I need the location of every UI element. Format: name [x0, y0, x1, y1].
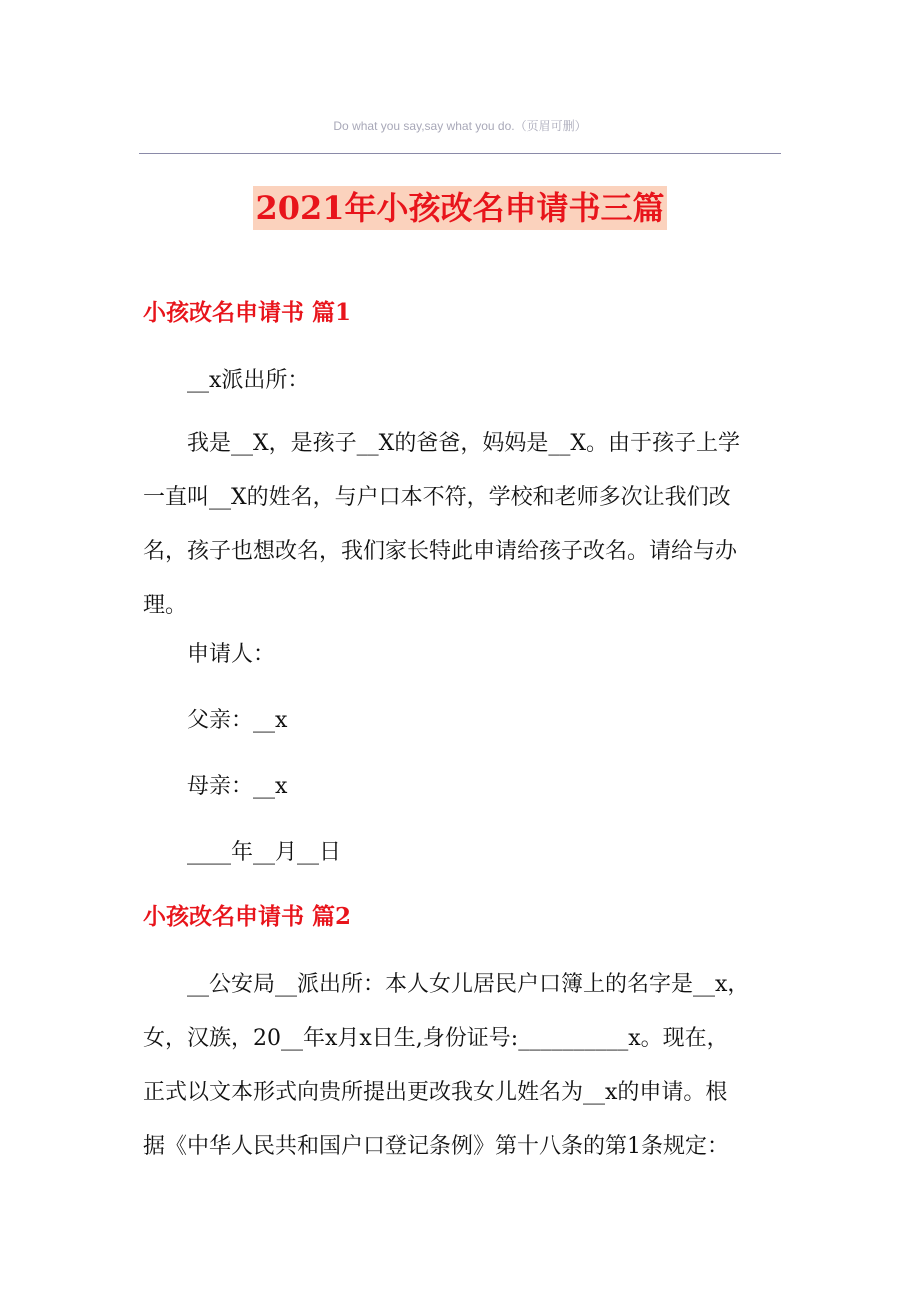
title-container: [0, 186, 920, 230]
section-1-body-line: 我是__X，是孩子__X的爸爸，妈妈是__X。由于孩子上学: [187, 431, 740, 456]
section-2-body-line: 女，汉族，20__年x月x日生,身份证号:__________x。现在，: [143, 1026, 729, 1051]
section-2-body-line: 据《中华人民共和国户口登记条例》第十八条的第1条规定：: [143, 1134, 729, 1159]
section-1-body: [143, 417, 783, 633]
section-2-body-line: __公安局__派出所：本人女儿居民户口簿上的名字是__x，: [187, 972, 750, 997]
page-header: Do what you say,say what you do.（页眉可删）: [333, 119, 587, 133]
section-2-body: [143, 958, 783, 1174]
section-1-salutation: __x派出所：: [187, 368, 310, 393]
mother-line: 母亲：__x: [187, 774, 288, 799]
section-1-body-line: 一直叫__X的姓名，与户口本不符，学校和老师多次让我们改: [143, 485, 731, 510]
date-line: ____年__月__日: [187, 840, 342, 865]
father-line: 父亲：__x: [187, 708, 288, 733]
section-1-heading: 小孩改名申请书 篇1: [143, 299, 352, 326]
section-2-body-line: 正式以文本形式向贵所提出更改我女儿姓名为__x的申请。根: [143, 1080, 728, 1105]
section-1-body-line: 名，孩子也想改名，我们家长特此申请给孩子改名。请给与办: [143, 539, 738, 564]
applicant-label: 申请人：: [187, 642, 276, 667]
section-1-body-line: 理。: [143, 593, 188, 618]
header-divider: [139, 153, 781, 154]
document-title: 2021年小孩改名申请书三篇: [253, 186, 666, 230]
section-2-heading: 小孩改名申请书 篇2: [143, 903, 352, 930]
